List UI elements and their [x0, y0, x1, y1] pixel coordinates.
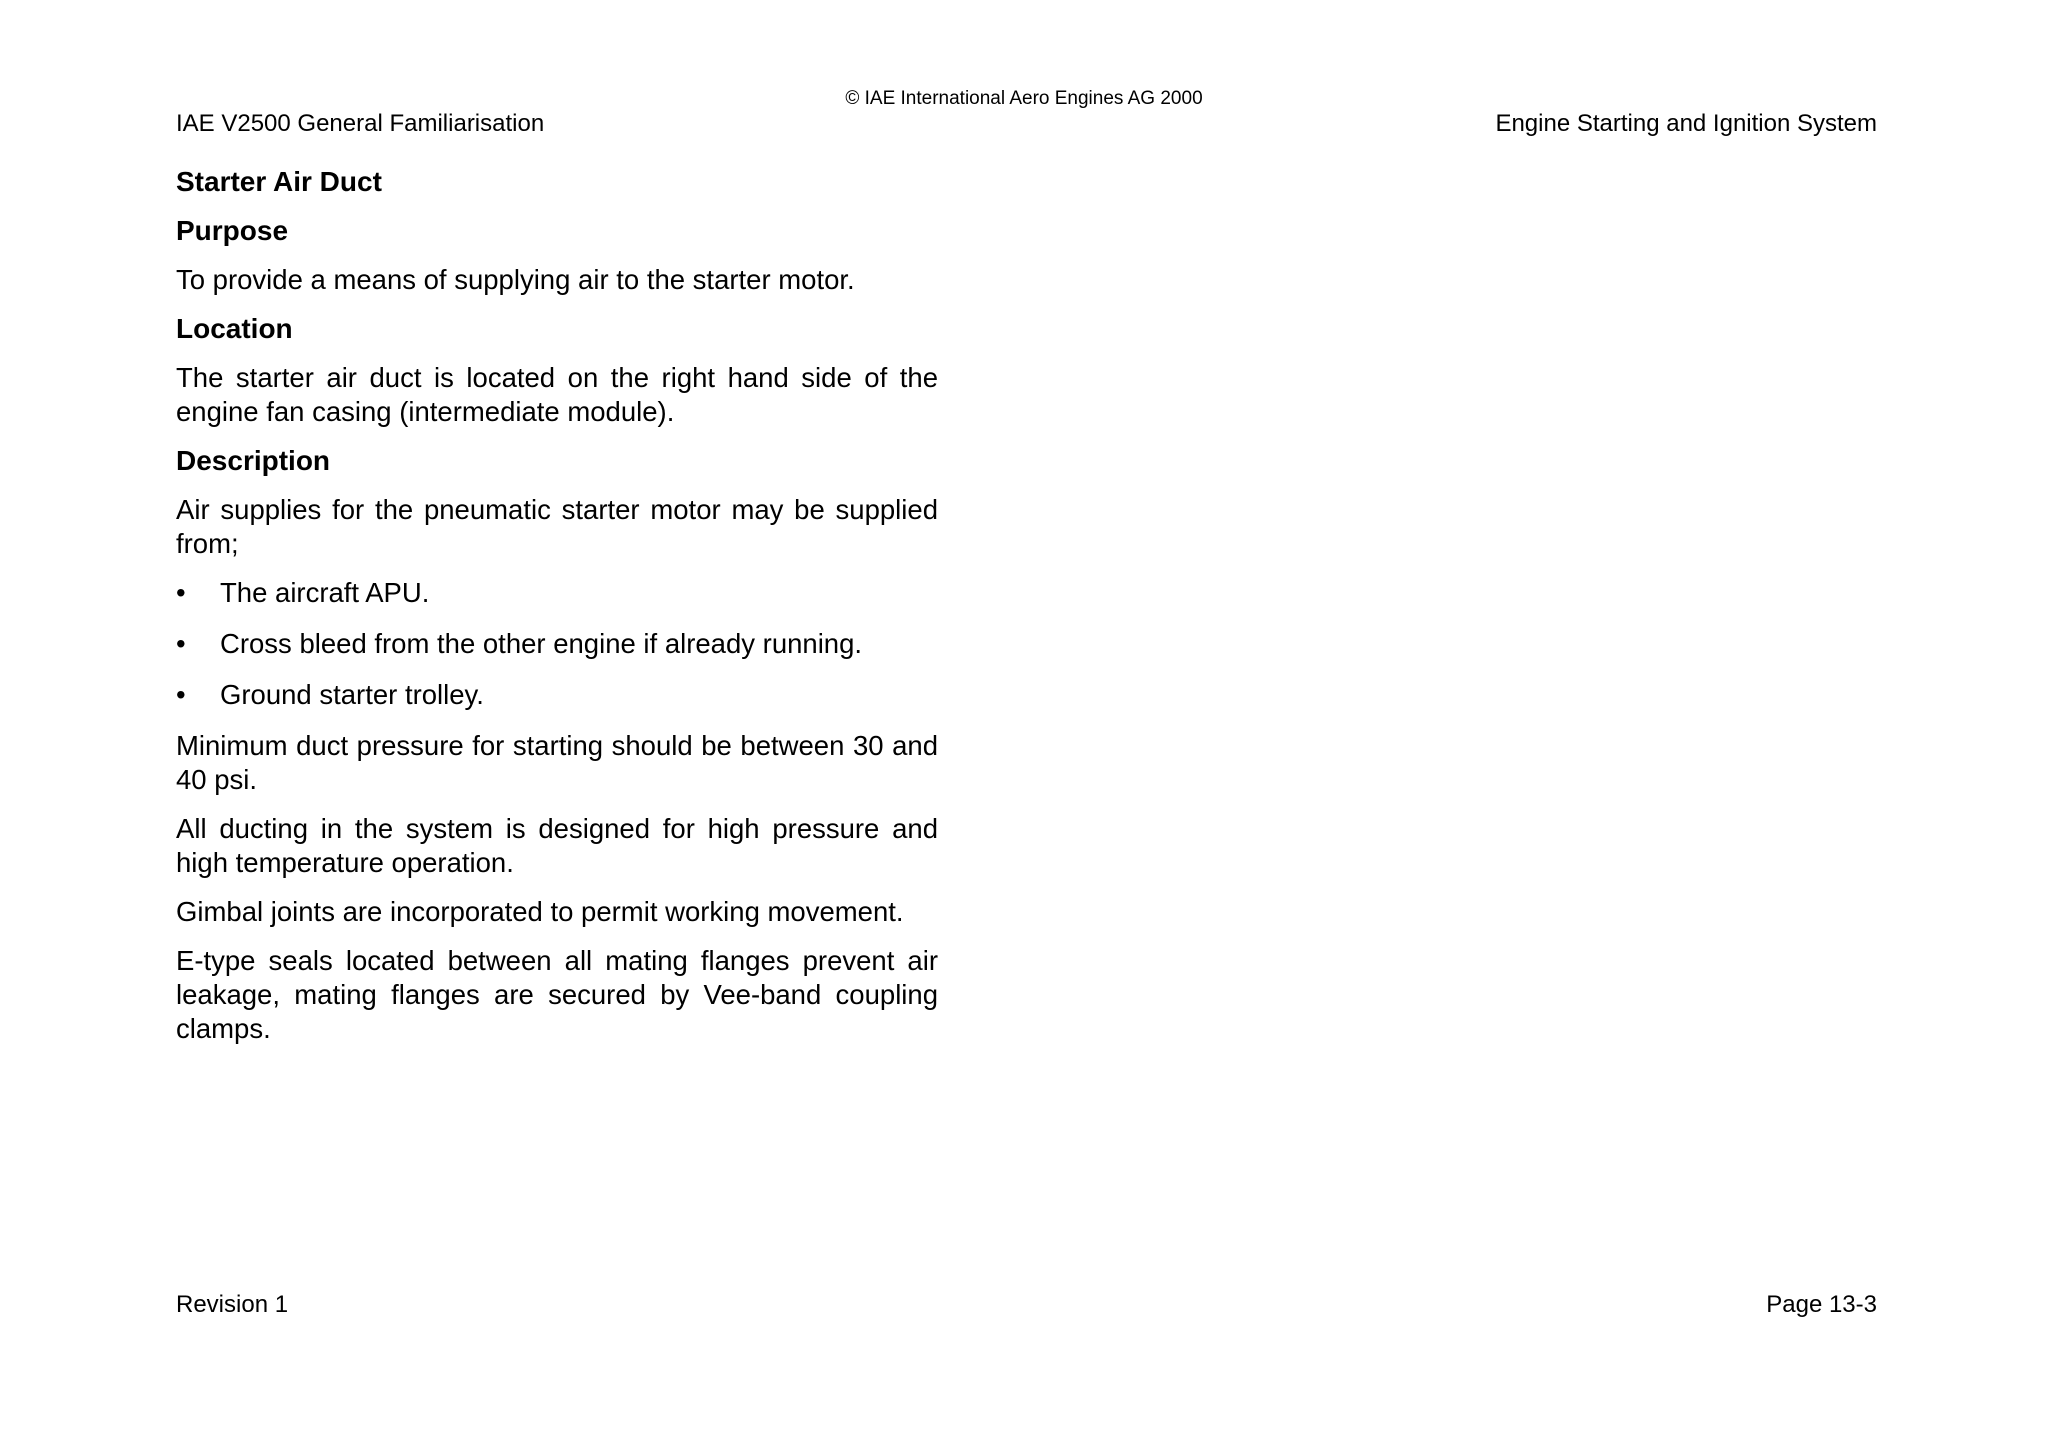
document-title: IAE V2500 General Familiarisation: [176, 110, 545, 137]
section-title: Starter Air Duct: [176, 166, 382, 197]
page-content: [176, 165, 938, 1061]
location-text: The starter air duct is located on the right hand side of the engine fan casing (intermediate module).: [176, 362, 938, 427]
revision-label: Revision 1: [176, 1291, 289, 1318]
purpose-text: To provide a means of supplying air to the starter motor.: [176, 264, 855, 295]
bullet-icon: •: [176, 679, 186, 710]
chapter-title: Engine Starting and Ignition System: [1495, 110, 1877, 137]
bullet-icon: •: [176, 577, 186, 608]
list-item-text: The aircraft APU.: [220, 577, 430, 608]
air-supply-list: [176, 576, 938, 712]
purpose-heading: Purpose: [176, 215, 289, 246]
list-item: [176, 627, 938, 661]
paragraph-seals: E-type seals located between all mating flanges prevent air leakage, mating flanges are secured by Vee-band coupling clamps.: [176, 945, 938, 1044]
description-intro: Air supplies for the pneumatic starter motor may be supplied from;: [176, 494, 938, 559]
description-heading: Description: [176, 445, 331, 476]
location-heading: Location: [176, 313, 293, 344]
list-item: [176, 678, 938, 712]
list-item: [176, 576, 938, 610]
paragraph-ducting: All ducting in the system is designed for high pressure and high temperature operation.: [176, 813, 938, 878]
paragraph-pressure: Minimum duct pressure for starting should be between 30 and 40 psi.: [176, 730, 938, 795]
copyright-notice: © IAE International Aero Engines AG 2000: [845, 88, 1203, 109]
list-item-text: Ground starter trolley.: [220, 679, 484, 710]
list-item-text: Cross bleed from the other engine if already running.: [220, 628, 863, 659]
bullet-icon: •: [176, 628, 186, 659]
page-number: Page 13-3: [1766, 1291, 1877, 1318]
paragraph-gimbal: Gimbal joints are incorporated to permit working movement.: [176, 896, 904, 927]
